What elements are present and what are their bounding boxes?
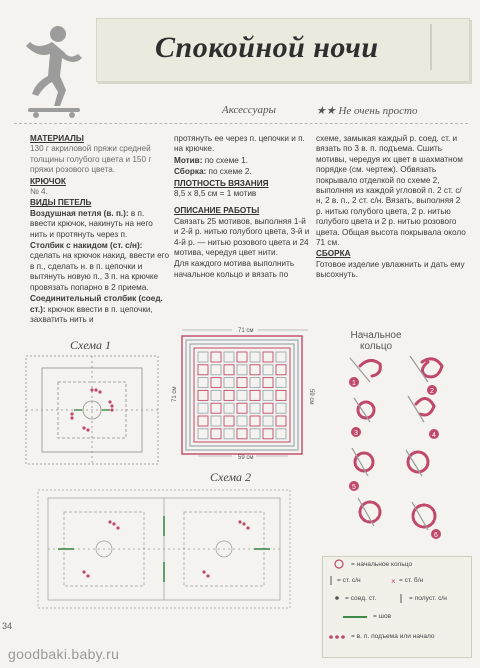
motif-square: [276, 416, 286, 426]
motif-square: [224, 429, 234, 439]
motif-square: [211, 403, 221, 413]
motif-square: [211, 390, 221, 400]
motif-square: [198, 352, 208, 362]
motif-square: [263, 403, 273, 413]
legend-symbols: [323, 557, 471, 657]
divider: [14, 123, 468, 124]
motif-square: [211, 378, 221, 388]
scheme2-label: Схема 2: [210, 470, 252, 484]
motif-square: [224, 403, 234, 413]
legend-ch: = в. п. подъема или начало: [351, 633, 435, 640]
scheme2-diagram: [14, 476, 318, 622]
page-number: 34: [2, 621, 13, 631]
motif-square: [250, 403, 260, 413]
motif-square: [211, 416, 221, 426]
continuation-text: протянуть ее через п. цепочки и п. на крючке.: [174, 134, 305, 154]
hook-value: № 4.: [30, 187, 48, 197]
assembly-heading: СБОРКА: [316, 249, 351, 259]
motif-grid: [198, 352, 286, 439]
motif-square: [250, 429, 260, 439]
legend-x: = ст. б/н: [399, 577, 424, 584]
blanket-plan: [172, 324, 316, 466]
legend-ss: = соед. ст.: [345, 595, 377, 602]
difficulty-text: Не очень просто: [338, 105, 418, 117]
motif-square: [250, 365, 260, 375]
motif-square: [237, 429, 247, 439]
step-number-6: 6: [434, 532, 438, 539]
size-top-label: 71 см: [238, 328, 254, 334]
step-number-1: 1: [352, 380, 356, 387]
motif-square: [237, 390, 247, 400]
title-banner: [96, 18, 470, 82]
assembly-term: Сборка:: [174, 167, 207, 177]
ring-label: Начальное кольцо: [350, 330, 402, 352]
size-left-label: 71 см: [172, 386, 178, 402]
motif-square: [198, 429, 208, 439]
category-label: Аксессуары: [222, 104, 276, 116]
motif-text: по схеме 1.: [204, 155, 248, 165]
difficulty-stars: ★★: [316, 105, 336, 117]
scroll-decoration: [430, 24, 466, 70]
step-number-4: 4: [432, 432, 436, 439]
assembly-text: по схеме 2.: [208, 167, 252, 177]
motif-square: [224, 365, 234, 375]
ss-paragraph: [30, 294, 170, 325]
motif-square: [198, 365, 208, 375]
motif-square: [250, 416, 260, 426]
dc-paragraph: [30, 241, 170, 293]
watermark: goodbaki.baby.ru: [8, 646, 120, 662]
text-column-3: [316, 134, 468, 282]
density-heading: ПЛОТНОСТЬ ВЯЗАНИЯ: [174, 178, 269, 188]
motif-square: [263, 365, 273, 375]
motif-square: [237, 365, 247, 375]
motif-square: [263, 378, 273, 388]
assembly-final-text: Готовое изделие увлажнить и дать ему высохнуть.: [316, 259, 465, 280]
motif-square: [263, 429, 273, 439]
motif-square: [276, 365, 286, 375]
motif-square: [263, 352, 273, 362]
continuation-text-3: схеме, замыкая каждый р. соед. ст. и вязать по 3 в. п. подъема. Сшить мотивы, чередуя их цвет в шахматном порядке (см. чертеж). Обвязать покрывало отделкой по схеме 2, выполняя из каждой угловой п. 2 ст. с/н, 2 в. п., 2 ст. с/н. Вязать, выполняя 2 р. нитью голубого цвета, 2 р. нитью голубого цвета и 2 р. нитью розового цвета. Общая высота покрывала около 71 см.: [316, 134, 466, 248]
motif-square: [250, 352, 260, 362]
hook-heading: КРЮЧОК: [30, 176, 66, 186]
size-inner-label: 59 см: [238, 455, 254, 461]
materials-heading: МАТЕРИАЛЫ: [30, 134, 84, 143]
motif-square: [237, 403, 247, 413]
motif-square: [250, 390, 260, 400]
text-column-1: [30, 134, 170, 326]
legend-seam: = шов: [373, 613, 392, 620]
legend-dc: = ст. с/н: [337, 577, 361, 584]
motif-square: [276, 378, 286, 388]
motif-square: [276, 403, 286, 413]
text-column-2: [174, 134, 312, 281]
motif-square: [211, 365, 221, 375]
ring-steps-illustration: [330, 352, 470, 552]
size-right-label: 59 см: [308, 389, 314, 405]
motif-square: [276, 429, 286, 439]
motif-square: [224, 352, 234, 362]
motif-square: [211, 352, 221, 362]
meta-line: [0, 104, 480, 120]
dc-term: Столбик с накидом (ст. с/н):: [30, 241, 143, 251]
motif-square: [198, 403, 208, 413]
loops-heading: ВИДЫ ПЕТЕЛЬ: [30, 198, 92, 208]
difficulty-label: [316, 104, 417, 117]
step-number-2: 2: [430, 388, 434, 395]
dc-text: сделать на крючок накид, ввести его в п., сделать н. в п. цепочки и вытянуть новую п., 3 п. на крючке провязать попарно в 2 приема.: [30, 251, 170, 292]
work-text: Связать 25 мотивов, выполняя 1-й и 2-й р. нитью голубого цвета, 3-й и 4-й р. — нитью розового цвета и 24 мотива, чередуя цвет нити.: [174, 216, 310, 258]
scheme1-diagram: [14, 350, 170, 470]
motif-line: [174, 156, 312, 166]
motif-square: [224, 416, 234, 426]
work-text-2: Для каждого мотива выполнить начальное кольцо и вязать по: [174, 259, 295, 279]
motif-square: [211, 429, 221, 439]
motif-square: [198, 416, 208, 426]
motif-square: [263, 390, 273, 400]
vp-text: в п. ввести крючок, накинуть на него нить и протянуть через п.: [30, 208, 153, 239]
motif-square: [276, 390, 286, 400]
motif-square: [237, 378, 247, 388]
materials-text: 130 г акриловой пряжи средней толщины голубого цвета и 150 г пряжи розового цвета.: [30, 144, 152, 175]
motif-square: [250, 378, 260, 388]
svg-text:×: ×: [391, 577, 396, 586]
step-number-3: 3: [354, 430, 358, 437]
work-heading: ОПИСАНИЕ РАБОТЫ: [174, 206, 260, 216]
page-title: Спокойной ночи: [155, 31, 379, 64]
ss-text: крючок ввести в п. цепочки, захватить нить и: [30, 304, 153, 324]
motif-square: [237, 352, 247, 362]
legend-ring: = начальное кольцо: [351, 561, 413, 568]
ss-term: Соединительный столбик (соед. ст.):: [30, 294, 163, 314]
motif-square: [237, 416, 247, 426]
motif-square: [198, 390, 208, 400]
symbol-legend: [322, 556, 472, 658]
density-text: 8,5 х 8,5 см = 1 мотив: [174, 189, 257, 199]
motif-square: [198, 378, 208, 388]
vp-term: Воздушная петля (в. п.):: [30, 208, 129, 218]
motif-square: [224, 390, 234, 400]
assembly-line: [174, 167, 312, 177]
scheme1-label: Схема 1: [70, 338, 112, 352]
motif-square: [224, 378, 234, 388]
motif-square: [276, 352, 286, 362]
vp-paragraph: [30, 209, 170, 240]
legend-hdc: = полуст. с/н: [409, 595, 447, 602]
motif-square: [263, 416, 273, 426]
motif-term: Мотив:: [174, 155, 203, 165]
step-number-5: 5: [352, 484, 356, 491]
